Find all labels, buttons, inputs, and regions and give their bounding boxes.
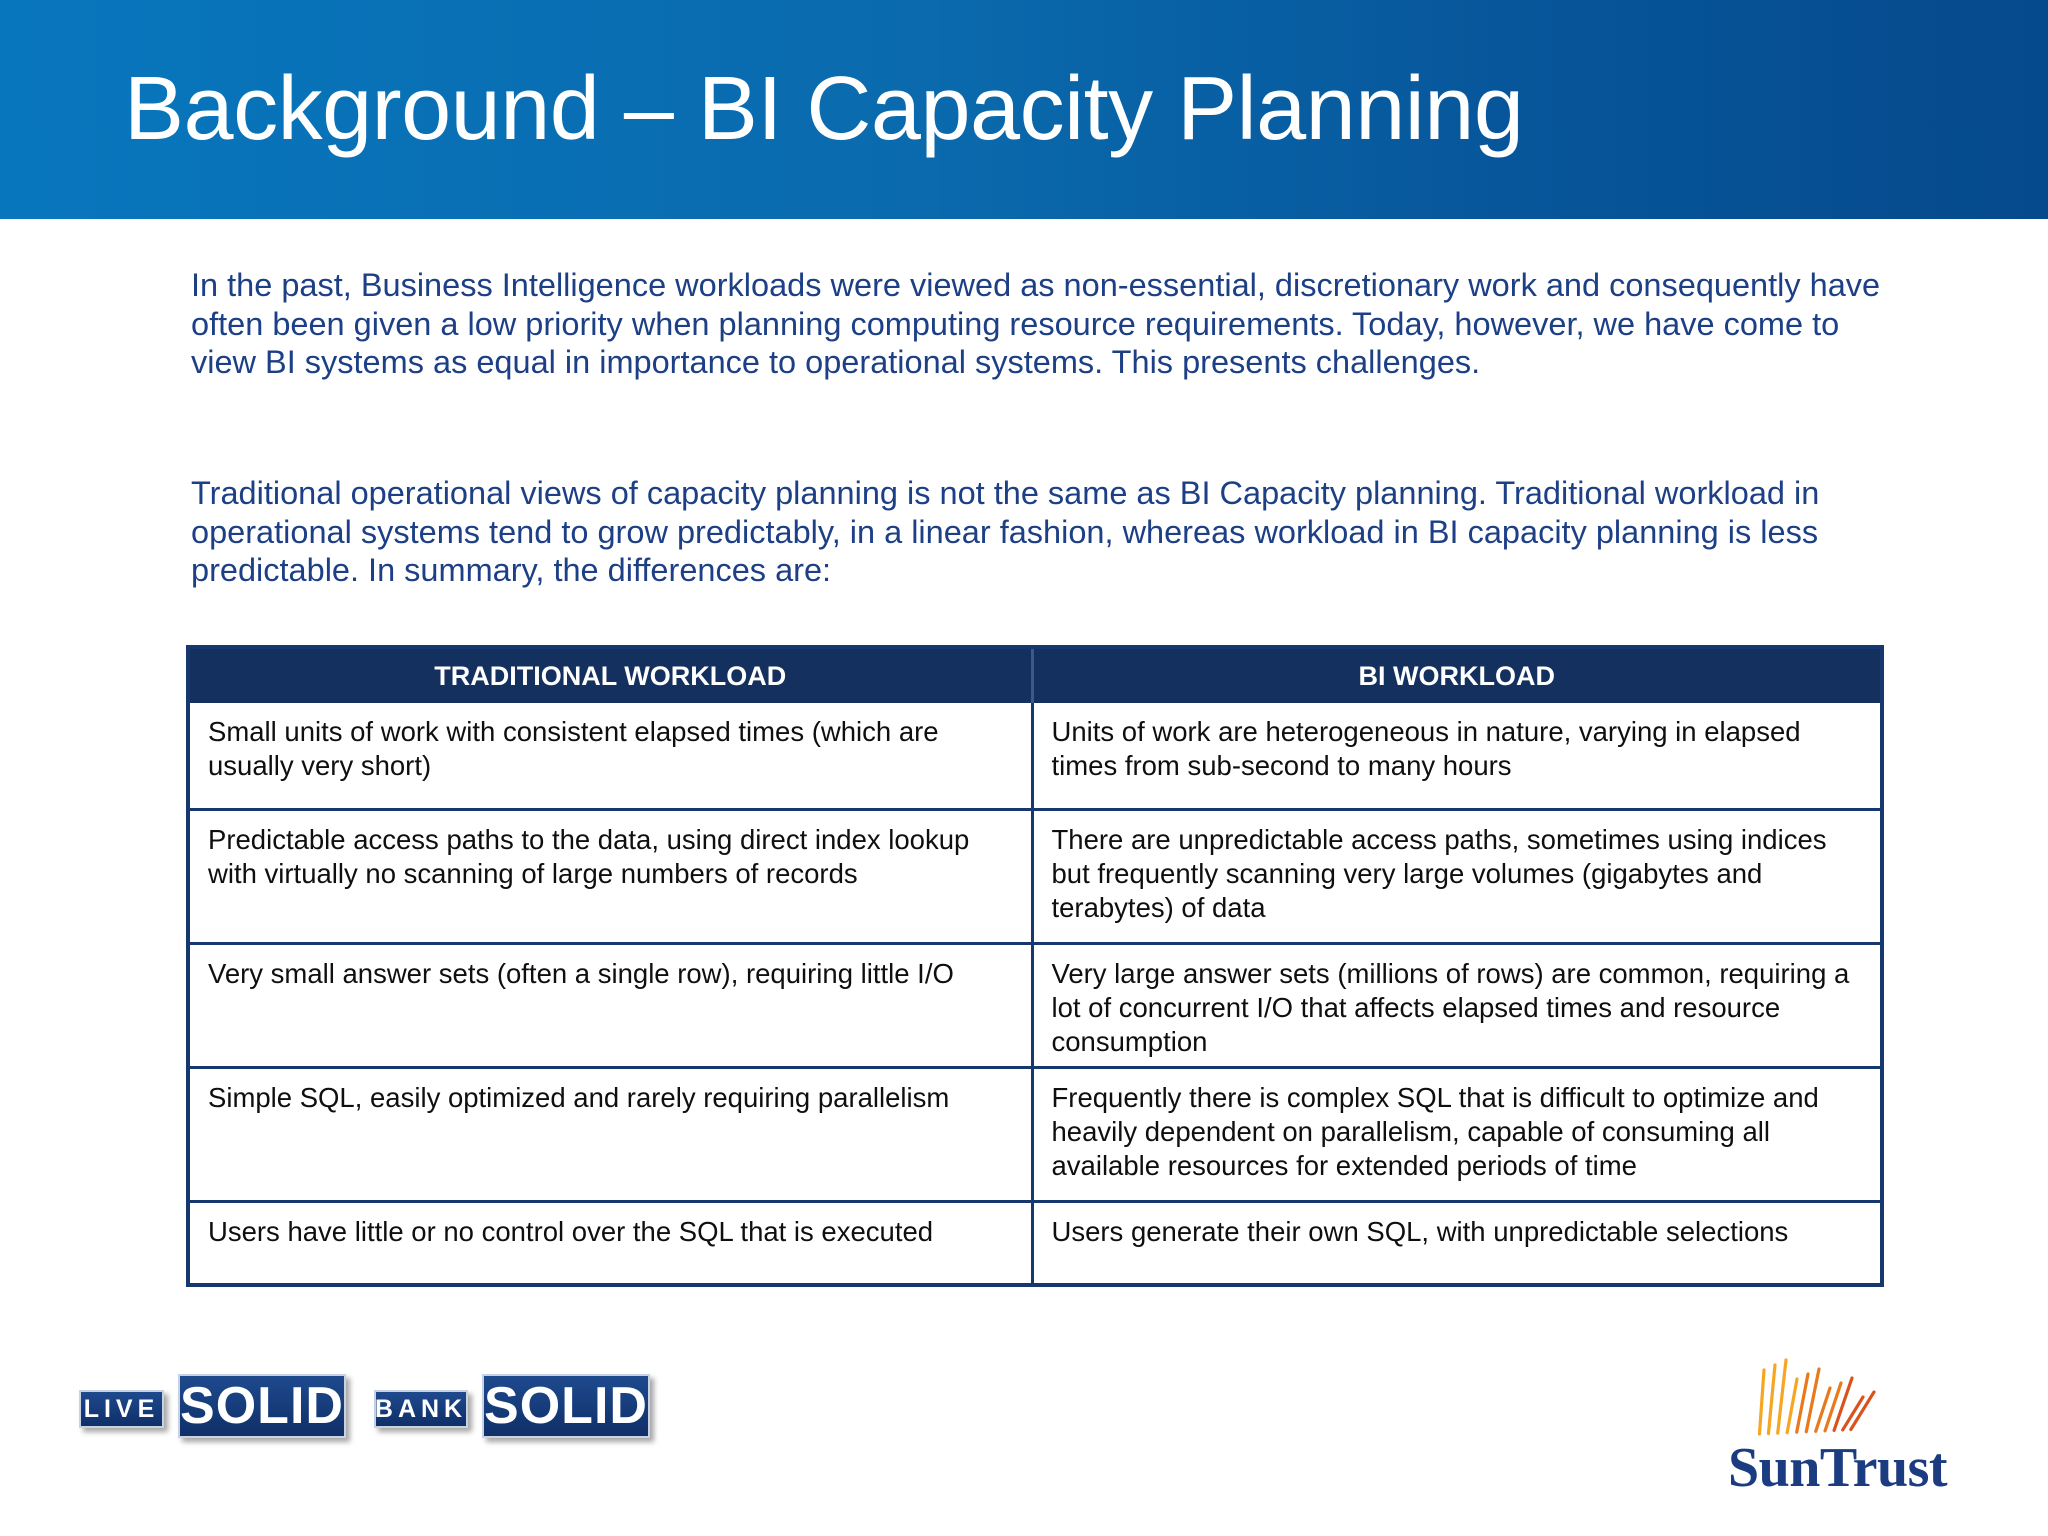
table-header-row xyxy=(188,647,1882,703)
solid-badge: SOLID xyxy=(482,1374,650,1438)
sun-ray xyxy=(1778,1360,1786,1433)
table-cell: Users generate their own SQL, with unpredictable selections xyxy=(1032,1201,1882,1285)
title-banner xyxy=(0,0,2048,219)
table-cell: Simple SQL, easily optimized and rarely requiring parallelism xyxy=(188,1067,1032,1201)
solid-badge: SOLID xyxy=(178,1374,346,1438)
sun-ray xyxy=(1759,1370,1764,1434)
suntrust-wordmark xyxy=(1728,1436,1968,1500)
table-cell: Small units of work with consistent elapsed times (which are usually very short) xyxy=(188,703,1032,809)
header-traditional-workload: TRADITIONAL WORKLOAD xyxy=(188,647,1032,703)
table-cell: Frequently there is complex SQL that is difficult to optimize and heavily dependent on parallelism, capable of consuming all available resources for extended periods of time xyxy=(1032,1067,1882,1201)
intro-paragraph: In the past, Business Intelligence workloads were viewed as non-essential, discretionary work and consequently have often been given a low priority when planning computing resource requirements. Today, however, we have come to view BI systems as equal in importance to operational systems. This presents challenges. xyxy=(191,267,1881,380)
table-cell: Very small answer sets (often a single row), requiring little I/O xyxy=(188,943,1032,1067)
table-row xyxy=(188,1201,1882,1285)
table-row xyxy=(188,809,1882,943)
summary-paragraph: Traditional operational views of capacity planning is not the same as BI Capacity planning. Traditional workload in operational systems tend to grow predictably, in a linear fashion, whereas workload in BI capacity planning is less predictable. In summary, the differences are: xyxy=(191,475,1820,588)
table-cell: Users have little or no control over the SQL that is executed xyxy=(188,1201,1032,1285)
workload-comparison-table xyxy=(186,645,1884,1287)
table-cell: Predictable access paths to the data, using direct index lookup with virtually no scanning of large numbers of records xyxy=(188,809,1032,943)
table-cell: Very large answer sets (millions of rows) are common, requiring a lot of concurrent I/O that affects elapsed times and resource consumption xyxy=(1032,943,1882,1067)
bank-badge: BANK xyxy=(374,1390,468,1428)
suntrust-wordmark-text: SunTrust xyxy=(1728,1437,1948,1499)
live-badge: LIVE xyxy=(79,1390,164,1428)
slide-title: Background – BI Capacity Planning xyxy=(124,59,1524,159)
sun-ray xyxy=(1825,1383,1841,1431)
table-row xyxy=(188,1067,1882,1201)
sun-ray xyxy=(1787,1379,1797,1433)
sunburst-icon xyxy=(1748,1344,1888,1444)
table-cell: Units of work are heterogeneous in nature, varying in elapsed times from sub-second to many hours xyxy=(1032,703,1882,809)
sun-ray xyxy=(1834,1378,1852,1430)
sun-ray xyxy=(1768,1365,1775,1434)
table-cell: There are unpredictable access paths, sometimes using indices but frequently scanning very large volumes (gigabytes and terabytes) of data xyxy=(1032,809,1882,943)
header-bi-workload: BI WORKLOAD xyxy=(1032,647,1882,703)
sun-ray xyxy=(1797,1374,1808,1432)
table-row xyxy=(188,703,1882,809)
table-row xyxy=(188,943,1882,1067)
